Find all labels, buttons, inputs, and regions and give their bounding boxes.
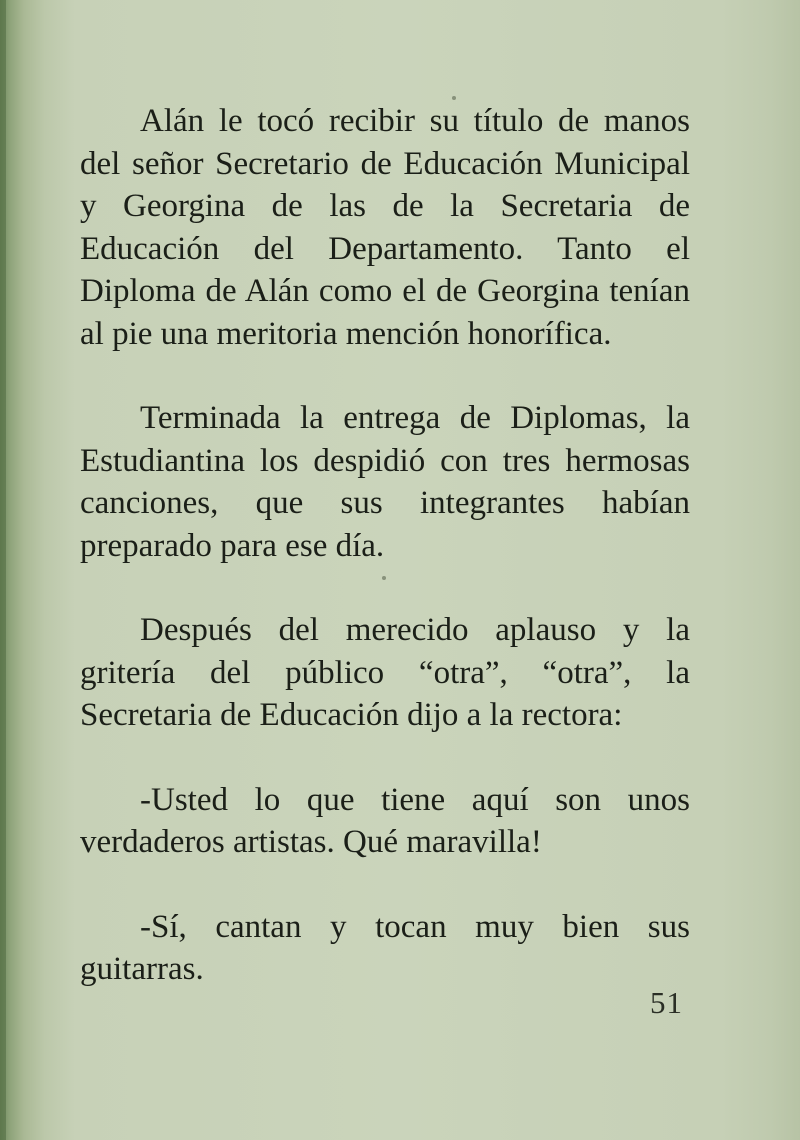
binding-shadow <box>0 0 6 1140</box>
page-number: 51 <box>650 985 683 1020</box>
paragraph-3: Después del merecido aplauso y la gritería del público “otra”, “otra”, la Secretaria de Educación dijo a la rectora: <box>80 612 690 733</box>
dialogue-line-1: -Usted lo que tiene aquí son unos verdaderos artistas. Qué maravilla! <box>80 781 690 860</box>
body-text <box>80 100 690 1033</box>
paragraph-2: Terminada la entrega de Diplomas, la Estudiantina los despidió con tres hermosas canciones, que sus integrantes habían preparado para ese día. <box>80 400 690 564</box>
dialogue-line-2: -Sí, cantan y tocan muy bien sus guitarras. <box>80 908 690 987</box>
paragraph-1: Alán le tocó recibir su título de manos del señor Secretario de Educación Municipal y Georgina de las de la Secretaria de Educación del Departamento. Tanto el Diploma de Alán como el de Georgina tenían al pie una meritoria mención honorífica. <box>80 103 690 352</box>
